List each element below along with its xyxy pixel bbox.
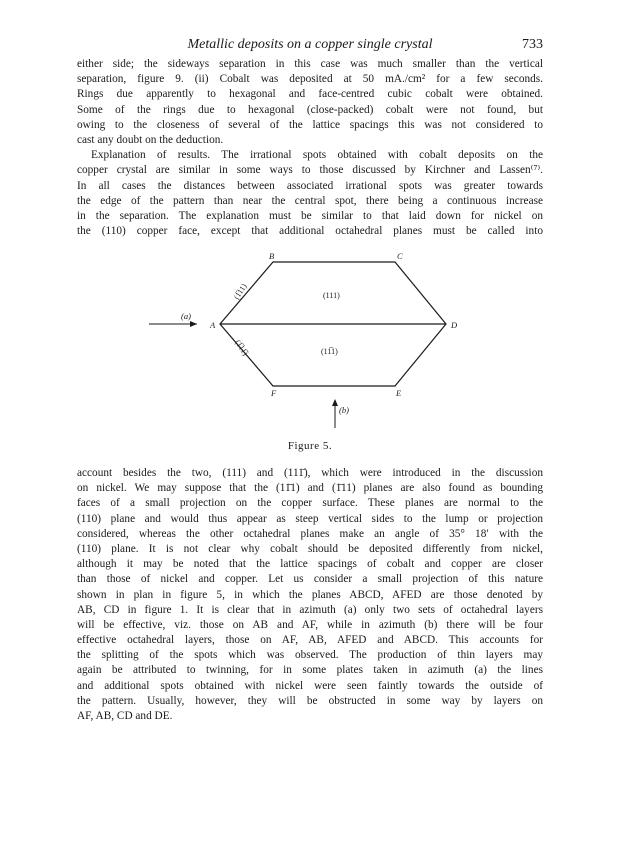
paragraph-start-line: Explanation of results. The irrational spots obtained with cobalt deposits on the [91,149,543,162]
azimuth-b-label: (b) [339,405,349,415]
text-line: either side; the sideways separation in this case was much smaller than the vertical [77,58,543,70]
arrow-head-icon [190,321,197,327]
text-line: and additional spots obtained with nickel were seen faintly towards the outside of [77,679,543,692]
text-line: AB, CD in figure 1. It is clear that in azimuth (a) only two sets of octahedral layers [77,603,543,616]
text-line: the splitting of the spots which was observed. The production of thin layers may [77,649,543,662]
text-line: Some of the rings due to hexagonal (close-packed) cobalt were not found, but [77,103,543,116]
body-text-top [77,57,543,239]
text-line: effective octahedral layers, those on AF, AB, AFED and ABCD. This accounts for [77,634,543,647]
text-line: (110) plane. It is not clear why cobalt should be deposited differently from nickel, [77,542,543,555]
vertex-b: B [269,251,275,261]
vertex-a: A [210,320,216,330]
edge-af-label: (1̅11̅) [233,338,250,358]
edge-ab-label: (1̅11) [232,282,249,302]
vertex-e: E [396,388,402,398]
text-line: owing to the closeness of several of the lattice spacings this was not considered to [77,118,543,131]
vertex-c: C [397,251,403,261]
vertex-d: D [451,320,458,330]
text-line: although it may be noted that the lattice spacings of cobalt and copper are closer [77,558,543,571]
figure-diagram [77,250,543,455]
text-line: AF, AB, CD and DE. [77,710,173,722]
text-line: faces of a small projection on the copper surface. These planes are normal to the [77,497,543,510]
lower-face-label: (11̅1) [321,347,338,356]
page-header [77,37,543,55]
text-line: in the separation. The explanation must be similar to that laid down for nickel on [77,209,543,222]
running-title: Metallic deposits on a copper single crystal [187,37,433,52]
text-line: the edge of the pattern than near the central spot, there being a continuous increase [77,194,543,207]
text-line: the pattern. Usually, however, they will be obstructed in some way by layers on [77,694,543,707]
vertex-f: F [271,388,277,398]
figure-caption: Figure 5. [287,440,333,452]
arrow-head-icon [332,399,338,406]
page-number: 733 [522,37,543,52]
text-line: the (110) copper face, except that additional octahedral planes must be called into [77,225,543,238]
figure-5 [77,250,543,455]
text-line: considered, whereas the other octahedral planes make an angle of 35° 18′ with the [77,527,543,540]
text-line: will be effective, viz. those on AB and AF, while in azimuth (b) there will be four [77,618,543,631]
azimuth-a-label: (a) [181,311,191,321]
text-line: separation, figure 9. (ii) Cobalt was deposited at 50 mA./cm² for a few seconds. [77,73,543,86]
text-line: again be attributed to twinning, for in some plates taken in azimuth (a) the lines [77,664,543,677]
upper-face-label: (111) [323,291,340,300]
text-line: than those of nickel and copper. Let us consider a small projection of this nature [77,573,543,586]
text-line: (110) plane and would thus appear as steep vertical sides to the lump or projection [77,512,543,525]
text-line: on nickel. We may suppose that the (11̄1) and (1̄11) planes are also found as bounding [77,482,543,495]
text-line: cast any doubt on the deduction. [77,133,224,146]
body-text-bottom [77,466,543,724]
text-line: Rings due apparently to hexagonal and face-centred cubic cobalt were obtained. [77,88,543,101]
text-line: account besides the two, (111) and (111̄), which were introduced in the discussion [77,467,543,479]
text-line: In all cases the distances between associated irrational spots was greater towards [77,179,543,192]
text-line: shown in plan in figure 5, in which the planes ABCD, AFED are those denoted by [77,588,543,601]
text-line: copper crystal are similar in some ways to those discussed by Kirchner and Lassen⁽⁷⁾. [77,164,543,177]
